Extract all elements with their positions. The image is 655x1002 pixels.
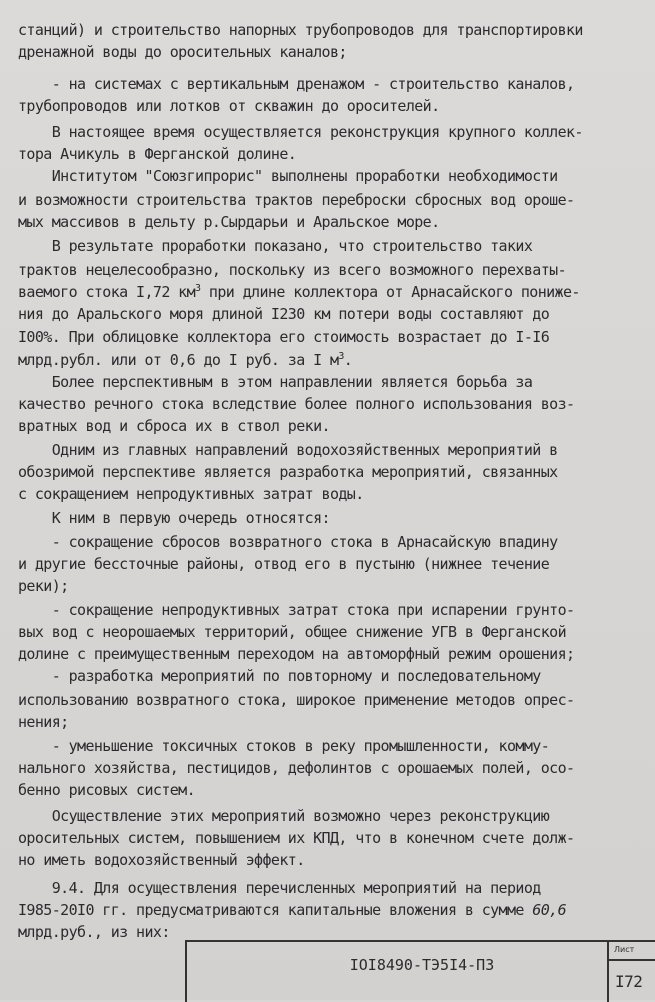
- text-line-32: - уменьшение токсичных стоков в реку промышленности, комму-: [18, 737, 550, 755]
- text-line-12-tail: при длине коллектора от Арнасайского пониже-: [200, 283, 580, 301]
- text-line-35: Осуществление этих мероприятий возможно через реконструкцию: [18, 807, 550, 825]
- text-line-5: В настоящее время осуществляется реконструкция крупного коллек-: [18, 123, 583, 141]
- text-line-10: В результате проработки показано, что строительство таких: [18, 237, 533, 255]
- text-line-36: оросительных систем, повышением их КПД, что в конечном счете долж-: [18, 829, 575, 847]
- text-line-24: и другие бессточные районы, отвод его в пустыню (нижнее течение: [18, 555, 550, 573]
- text-line-21: с сокращением непродуктивных затрат воды.: [18, 485, 364, 503]
- text-line-4: трубопроводов или лотков от скважин до оросителей.: [18, 97, 440, 115]
- title-block-stamp: [185, 940, 655, 1002]
- text-line-9: мых массивов в дельту р.Сырдарьи и Аральское море.: [18, 213, 440, 231]
- text-line-20: обозримой перспективе является разработка мероприятий, связанных: [18, 463, 558, 481]
- superscript-3: 3: [195, 283, 201, 294]
- text-line-12: [18, 282, 580, 302]
- text-line-39: [18, 900, 566, 920]
- text-line-26: - сокращение непродуктивных затрат стока при испарении грунто-: [18, 601, 575, 619]
- text-line-29: - разработка мероприятий по повторному и последовательному: [18, 667, 541, 685]
- stamp-divider: [607, 942, 609, 1002]
- document-code: IOI8490-ТЭ5I4-ПЗ: [349, 956, 495, 974]
- text-line-38: 9.4. Для осуществления перечисленных мероприятий на период: [18, 879, 541, 897]
- superscript-3b: 3: [338, 351, 344, 362]
- text-line-33: нального хозяйства, пестицидов, дефолинтов с орошаемых полей, осо-: [18, 759, 575, 777]
- text-line-16: Более перспективным в этом направлении является борьба за: [18, 373, 533, 391]
- text-line-2: дренажной воды до оросительных каналов;: [18, 43, 347, 61]
- text-line-30: использованию возвратного стока, широкое применение методов опрес-: [18, 691, 575, 709]
- text-line-18: вратных вод и сброса их в ствол реки.: [18, 417, 330, 435]
- text-line-28: долине с преимущественным переходом на автоморфный режим орошения;: [18, 645, 575, 663]
- text-line-12-head: ваемого стока I,72 км: [18, 283, 196, 301]
- text-line-7: Институтом "Союзгипрорис" выполнены проработки необходимости: [18, 167, 558, 185]
- text-line-27: вых вод с неорошаемых территорий, общее снижение УГВ в Ферганской: [18, 623, 567, 641]
- text-line-15: млрд.рубл. или от 0,6 до I руб. за I $м^3$.: [18, 351, 353, 369]
- text-line-1: станций) и строительство напорных трубопроводов для транспортировки: [18, 21, 583, 39]
- text-line-6: тора Ачикуль в Ферганской долине.: [18, 145, 297, 163]
- text-line-3: - на системах с вертикальным дренажом - строительство каналов,: [18, 75, 575, 93]
- text-line-25: реки);: [18, 577, 69, 595]
- text-line-8: и возможности строительства трактов переброски сбросных вод ороше-: [18, 191, 575, 209]
- sheet-label: Лист: [614, 945, 635, 954]
- text-line-34: бенно рисовых систем.: [18, 781, 196, 799]
- text-line-14: I00%. При облицовке коллектора его стоимость возрастает до I-I6: [18, 328, 550, 346]
- text-line-11: трактов нецелесообразно, поскольку из всего возможного перехваты-: [18, 261, 567, 279]
- text-line-19: Одним из главных направлений водохозяйственных мероприятий в: [18, 441, 558, 459]
- text-line-39-head: I985-20I0 гг. предусматриваются капитальные вложения в сумме: [18, 901, 533, 919]
- text-line-37: но иметь водохозяйственный эффект.: [18, 851, 305, 869]
- text-line-22: К ним в первую очередь относятся:: [18, 509, 330, 527]
- text-line-40: млрд.руб., из них:: [18, 923, 170, 941]
- text-line-31: нения;: [18, 713, 69, 731]
- stamp-sheet-divider: [607, 959, 655, 961]
- text-line-23: - сокращение сбросов возвратного стока в Арнасайскую впадину: [18, 533, 558, 551]
- sheet-number: I72: [615, 972, 643, 991]
- text-line-17: качество речного стока вследствие более полного использования воз-: [18, 395, 575, 413]
- text-line-15-head: млрд.рубл. или от 0,6 до I руб. за I м: [18, 351, 339, 369]
- text-line-13: ния до Аральского моря длиной I230 км потери воды составляют до: [18, 305, 550, 323]
- handwritten-sum: 60,6: [532, 901, 567, 919]
